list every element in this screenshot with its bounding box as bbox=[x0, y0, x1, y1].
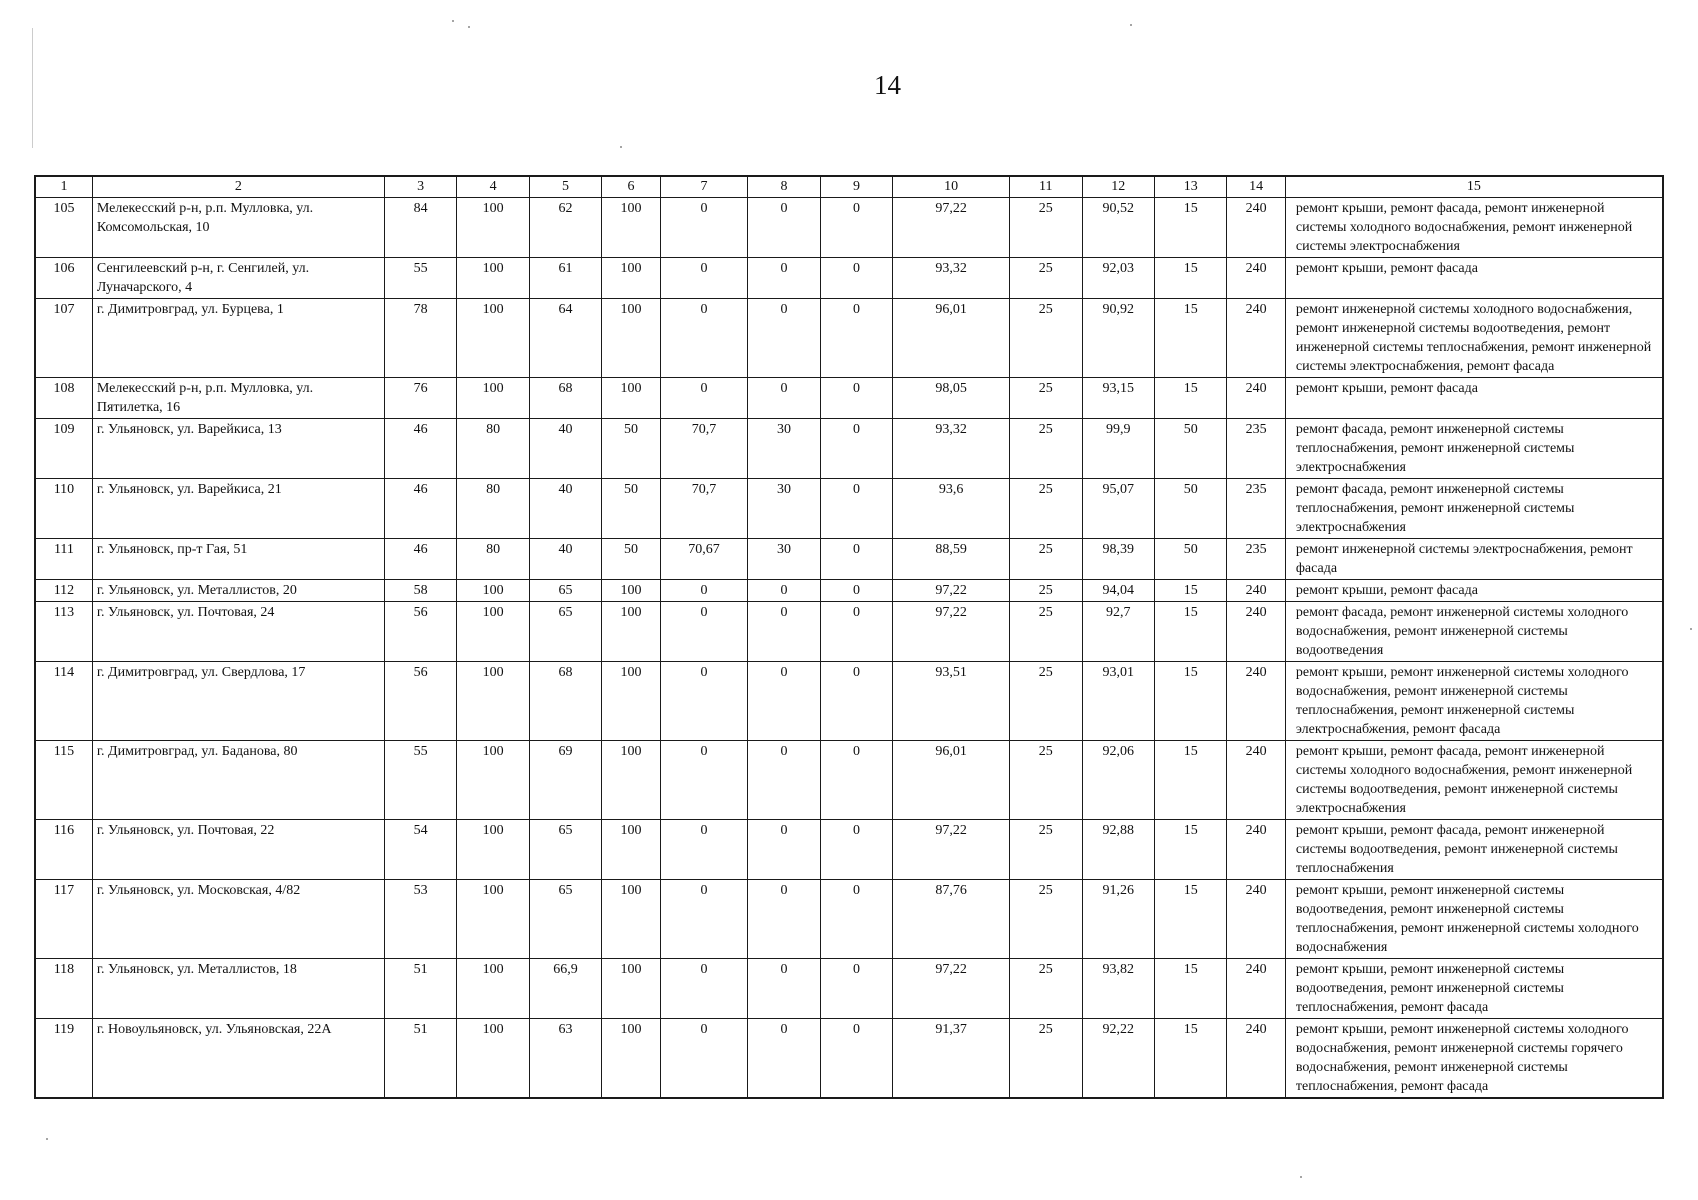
work-types-cell: ремонт крыши, ремонт инженерной системы водоотведения, ремонт инженерной системы теплоснабжения, ремонт инженерной системы холодного водоснабжения bbox=[1285, 880, 1663, 959]
value-cell-col-7: 0 bbox=[660, 959, 748, 1019]
value-cell-col-3: 78 bbox=[384, 299, 456, 378]
value-cell-col-12: 94,04 bbox=[1082, 580, 1154, 602]
table-row bbox=[35, 419, 1663, 479]
value-cell-col-12: 92,06 bbox=[1082, 741, 1154, 820]
table-row bbox=[35, 1019, 1663, 1099]
scan-speck bbox=[46, 1138, 48, 1140]
table-row bbox=[35, 741, 1663, 820]
value-cell-col-10: 93,6 bbox=[893, 479, 1010, 539]
value-cell-col-5: 65 bbox=[529, 880, 601, 959]
value-cell-col-9: 0 bbox=[820, 880, 892, 959]
value-cell-col-3: 51 bbox=[384, 1019, 456, 1099]
value-cell-col-13: 15 bbox=[1154, 258, 1226, 299]
column-header-6: 6 bbox=[602, 176, 660, 198]
row-number-cell: 116 bbox=[35, 820, 92, 880]
value-cell-col-8: 0 bbox=[748, 880, 820, 959]
address-cell: Сенгилеевский р-н, г. Сенгилей, ул. Луначарского, 4 bbox=[92, 258, 384, 299]
value-cell-col-3: 84 bbox=[384, 198, 456, 258]
row-number-cell: 110 bbox=[35, 479, 92, 539]
value-cell-col-12: 93,15 bbox=[1082, 378, 1154, 419]
value-cell-col-11: 25 bbox=[1010, 378, 1082, 419]
value-cell-col-7: 0 bbox=[660, 662, 748, 741]
value-cell-col-3: 58 bbox=[384, 580, 456, 602]
value-cell-col-4: 100 bbox=[457, 378, 529, 419]
value-cell-col-3: 46 bbox=[384, 479, 456, 539]
value-cell-col-14: 235 bbox=[1227, 479, 1285, 539]
row-number-cell: 118 bbox=[35, 959, 92, 1019]
value-cell-col-5: 65 bbox=[529, 580, 601, 602]
value-cell-col-9: 0 bbox=[820, 419, 892, 479]
value-cell-col-5: 65 bbox=[529, 602, 601, 662]
value-cell-col-13: 15 bbox=[1154, 959, 1226, 1019]
scan-speck bbox=[620, 146, 622, 148]
address-cell: г. Новоульяновск, ул. Ульяновская, 22А bbox=[92, 1019, 384, 1099]
table-row bbox=[35, 662, 1663, 741]
table-row bbox=[35, 880, 1663, 959]
value-cell-col-14: 240 bbox=[1227, 580, 1285, 602]
row-number-cell: 114 bbox=[35, 662, 92, 741]
table-row bbox=[35, 378, 1663, 419]
value-cell-col-11: 25 bbox=[1010, 419, 1082, 479]
value-cell-col-3: 56 bbox=[384, 602, 456, 662]
address-cell: г. Ульяновск, ул. Почтовая, 24 bbox=[92, 602, 384, 662]
value-cell-col-3: 46 bbox=[384, 419, 456, 479]
value-cell-col-11: 25 bbox=[1010, 880, 1082, 959]
row-number-cell: 109 bbox=[35, 419, 92, 479]
value-cell-col-8: 0 bbox=[748, 662, 820, 741]
value-cell-col-10: 93,32 bbox=[893, 258, 1010, 299]
value-cell-col-5: 69 bbox=[529, 741, 601, 820]
value-cell-col-11: 25 bbox=[1010, 820, 1082, 880]
data-table bbox=[34, 175, 1664, 1099]
value-cell-col-13: 15 bbox=[1154, 741, 1226, 820]
value-cell-col-6: 100 bbox=[602, 580, 660, 602]
column-header-14: 14 bbox=[1227, 176, 1285, 198]
address-cell: г. Ульяновск, пр-т Гая, 51 bbox=[92, 539, 384, 580]
column-header-13: 13 bbox=[1154, 176, 1226, 198]
value-cell-col-6: 100 bbox=[602, 1019, 660, 1099]
table-row bbox=[35, 258, 1663, 299]
value-cell-col-10: 98,05 bbox=[893, 378, 1010, 419]
value-cell-col-12: 92,22 bbox=[1082, 1019, 1154, 1099]
value-cell-col-12: 93,82 bbox=[1082, 959, 1154, 1019]
value-cell-col-6: 100 bbox=[602, 378, 660, 419]
value-cell-col-14: 240 bbox=[1227, 880, 1285, 959]
value-cell-col-4: 100 bbox=[457, 580, 529, 602]
value-cell-col-12: 92,88 bbox=[1082, 820, 1154, 880]
value-cell-col-7: 0 bbox=[660, 299, 748, 378]
value-cell-col-7: 0 bbox=[660, 198, 748, 258]
work-types-cell: ремонт инженерной системы холодного водоснабжения, ремонт инженерной системы водоотведения, ремонт инженерной системы теплоснабжения, ремонт инженерной системы электроснабжения, ремонт фасада bbox=[1285, 299, 1663, 378]
value-cell-col-6: 50 bbox=[602, 419, 660, 479]
value-cell-col-4: 80 bbox=[457, 479, 529, 539]
value-cell-col-13: 15 bbox=[1154, 820, 1226, 880]
value-cell-col-4: 100 bbox=[457, 258, 529, 299]
value-cell-col-4: 80 bbox=[457, 539, 529, 580]
table-row bbox=[35, 479, 1663, 539]
value-cell-col-11: 25 bbox=[1010, 602, 1082, 662]
table-row bbox=[35, 299, 1663, 378]
table-row bbox=[35, 539, 1663, 580]
table-header bbox=[35, 176, 1663, 198]
column-header-2: 2 bbox=[92, 176, 384, 198]
value-cell-col-3: 76 bbox=[384, 378, 456, 419]
value-cell-col-5: 40 bbox=[529, 479, 601, 539]
address-cell: г. Димитровград, ул. Бурцева, 1 bbox=[92, 299, 384, 378]
value-cell-col-7: 0 bbox=[660, 741, 748, 820]
value-cell-col-3: 55 bbox=[384, 258, 456, 299]
value-cell-col-6: 100 bbox=[602, 959, 660, 1019]
value-cell-col-12: 92,03 bbox=[1082, 258, 1154, 299]
table-row bbox=[35, 580, 1663, 602]
table-row bbox=[35, 602, 1663, 662]
value-cell-col-13: 15 bbox=[1154, 378, 1226, 419]
value-cell-col-7: 0 bbox=[660, 378, 748, 419]
value-cell-col-7: 0 bbox=[660, 1019, 748, 1099]
value-cell-col-8: 0 bbox=[748, 378, 820, 419]
value-cell-col-8: 30 bbox=[748, 419, 820, 479]
value-cell-col-6: 100 bbox=[602, 258, 660, 299]
column-header-7: 7 bbox=[660, 176, 748, 198]
column-header-15: 15 bbox=[1285, 176, 1663, 198]
value-cell-col-5: 65 bbox=[529, 820, 601, 880]
value-cell-col-3: 54 bbox=[384, 820, 456, 880]
value-cell-col-7: 0 bbox=[660, 880, 748, 959]
value-cell-col-10: 97,22 bbox=[893, 820, 1010, 880]
column-header-4: 4 bbox=[457, 176, 529, 198]
row-number-cell: 113 bbox=[35, 602, 92, 662]
value-cell-col-4: 100 bbox=[457, 602, 529, 662]
column-header-12: 12 bbox=[1082, 176, 1154, 198]
value-cell-col-13: 15 bbox=[1154, 602, 1226, 662]
value-cell-col-10: 97,22 bbox=[893, 959, 1010, 1019]
value-cell-col-4: 100 bbox=[457, 1019, 529, 1099]
value-cell-col-9: 0 bbox=[820, 580, 892, 602]
value-cell-col-9: 0 bbox=[820, 741, 892, 820]
value-cell-col-13: 50 bbox=[1154, 539, 1226, 580]
value-cell-col-7: 0 bbox=[660, 820, 748, 880]
work-types-cell: ремонт инженерной системы электроснабжения, ремонт фасада bbox=[1285, 539, 1663, 580]
value-cell-col-14: 240 bbox=[1227, 378, 1285, 419]
work-types-cell: ремонт крыши, ремонт фасада, ремонт инженерной системы водоотведения, ремонт инженерной системы теплоснабжения bbox=[1285, 820, 1663, 880]
value-cell-col-10: 96,01 bbox=[893, 741, 1010, 820]
value-cell-col-14: 240 bbox=[1227, 198, 1285, 258]
work-types-cell: ремонт крыши, ремонт фасада, ремонт инженерной системы холодного водоснабжения, ремонт инженерной системы электроснабжения bbox=[1285, 198, 1663, 258]
value-cell-col-13: 50 bbox=[1154, 419, 1226, 479]
work-types-cell: ремонт фасада, ремонт инженерной системы теплоснабжения, ремонт инженерной системы электроснабжения bbox=[1285, 419, 1663, 479]
table-row bbox=[35, 959, 1663, 1019]
value-cell-col-5: 40 bbox=[529, 539, 601, 580]
value-cell-col-9: 0 bbox=[820, 198, 892, 258]
value-cell-col-10: 97,22 bbox=[893, 580, 1010, 602]
value-cell-col-11: 25 bbox=[1010, 258, 1082, 299]
header-row bbox=[35, 176, 1663, 198]
value-cell-col-5: 40 bbox=[529, 419, 601, 479]
value-cell-col-7: 70,67 bbox=[660, 539, 748, 580]
address-cell: г. Ульяновск, ул. Варейкиса, 13 bbox=[92, 419, 384, 479]
row-number-cell: 115 bbox=[35, 741, 92, 820]
column-header-3: 3 bbox=[384, 176, 456, 198]
value-cell-col-11: 25 bbox=[1010, 741, 1082, 820]
value-cell-col-6: 100 bbox=[602, 741, 660, 820]
value-cell-col-12: 93,01 bbox=[1082, 662, 1154, 741]
column-header-9: 9 bbox=[820, 176, 892, 198]
value-cell-col-7: 70,7 bbox=[660, 419, 748, 479]
column-header-1: 1 bbox=[35, 176, 92, 198]
work-types-cell: ремонт фасада, ремонт инженерной системы теплоснабжения, ремонт инженерной системы электроснабжения bbox=[1285, 479, 1663, 539]
scan-speck bbox=[468, 26, 470, 28]
value-cell-col-14: 240 bbox=[1227, 959, 1285, 1019]
value-cell-col-9: 0 bbox=[820, 378, 892, 419]
value-cell-col-8: 0 bbox=[748, 820, 820, 880]
value-cell-col-6: 50 bbox=[602, 479, 660, 539]
value-cell-col-9: 0 bbox=[820, 959, 892, 1019]
table-row bbox=[35, 820, 1663, 880]
value-cell-col-10: 93,51 bbox=[893, 662, 1010, 741]
row-number-cell: 106 bbox=[35, 258, 92, 299]
value-cell-col-9: 0 bbox=[820, 662, 892, 741]
address-cell: Мелекесский р-н, р.п. Мулловка, ул. Пятилетка, 16 bbox=[92, 378, 384, 419]
value-cell-col-13: 15 bbox=[1154, 198, 1226, 258]
value-cell-col-12: 91,26 bbox=[1082, 880, 1154, 959]
work-types-cell: ремонт крыши, ремонт фасада bbox=[1285, 378, 1663, 419]
value-cell-col-8: 0 bbox=[748, 741, 820, 820]
value-cell-col-8: 0 bbox=[748, 258, 820, 299]
value-cell-col-12: 90,52 bbox=[1082, 198, 1154, 258]
address-cell: г. Ульяновск, ул. Почтовая, 22 bbox=[92, 820, 384, 880]
value-cell-col-13: 15 bbox=[1154, 580, 1226, 602]
table-row bbox=[35, 198, 1663, 258]
row-number-cell: 108 bbox=[35, 378, 92, 419]
value-cell-col-12: 92,7 bbox=[1082, 602, 1154, 662]
value-cell-col-14: 235 bbox=[1227, 539, 1285, 580]
value-cell-col-14: 240 bbox=[1227, 741, 1285, 820]
address-cell: г. Ульяновск, ул. Металлистов, 18 bbox=[92, 959, 384, 1019]
value-cell-col-10: 96,01 bbox=[893, 299, 1010, 378]
column-header-8: 8 bbox=[748, 176, 820, 198]
address-cell: Мелекесский р-н, р.п. Мулловка, ул. Комсомольская, 10 bbox=[92, 198, 384, 258]
value-cell-col-5: 64 bbox=[529, 299, 601, 378]
value-cell-col-9: 0 bbox=[820, 1019, 892, 1099]
value-cell-col-10: 87,76 bbox=[893, 880, 1010, 959]
address-cell: г. Ульяновск, ул. Варейкиса, 21 bbox=[92, 479, 384, 539]
address-cell: г. Ульяновск, ул. Московская, 4/82 bbox=[92, 880, 384, 959]
value-cell-col-6: 100 bbox=[602, 880, 660, 959]
value-cell-col-13: 15 bbox=[1154, 880, 1226, 959]
value-cell-col-9: 0 bbox=[820, 602, 892, 662]
value-cell-col-9: 0 bbox=[820, 258, 892, 299]
value-cell-col-10: 88,59 bbox=[893, 539, 1010, 580]
column-header-10: 10 bbox=[893, 176, 1010, 198]
value-cell-col-11: 25 bbox=[1010, 580, 1082, 602]
value-cell-col-8: 0 bbox=[748, 580, 820, 602]
scan-speck bbox=[1130, 24, 1132, 26]
value-cell-col-13: 15 bbox=[1154, 662, 1226, 741]
value-cell-col-12: 99,9 bbox=[1082, 419, 1154, 479]
address-cell: г. Димитровград, ул. Свердлова, 17 bbox=[92, 662, 384, 741]
value-cell-col-13: 50 bbox=[1154, 479, 1226, 539]
value-cell-col-7: 70,7 bbox=[660, 479, 748, 539]
value-cell-col-11: 25 bbox=[1010, 662, 1082, 741]
value-cell-col-9: 0 bbox=[820, 820, 892, 880]
value-cell-col-12: 95,07 bbox=[1082, 479, 1154, 539]
row-number-cell: 107 bbox=[35, 299, 92, 378]
value-cell-col-14: 240 bbox=[1227, 602, 1285, 662]
value-cell-col-8: 0 bbox=[748, 198, 820, 258]
value-cell-col-11: 25 bbox=[1010, 539, 1082, 580]
value-cell-col-4: 100 bbox=[457, 299, 529, 378]
value-cell-col-11: 25 bbox=[1010, 1019, 1082, 1099]
row-number-cell: 105 bbox=[35, 198, 92, 258]
value-cell-col-10: 97,22 bbox=[893, 198, 1010, 258]
value-cell-col-6: 100 bbox=[602, 198, 660, 258]
column-header-11: 11 bbox=[1010, 176, 1082, 198]
value-cell-col-5: 61 bbox=[529, 258, 601, 299]
value-cell-col-10: 93,32 bbox=[893, 419, 1010, 479]
address-cell: г. Ульяновск, ул. Металлистов, 20 bbox=[92, 580, 384, 602]
value-cell-col-3: 56 bbox=[384, 662, 456, 741]
value-cell-col-3: 46 bbox=[384, 539, 456, 580]
value-cell-col-9: 0 bbox=[820, 539, 892, 580]
value-cell-col-8: 0 bbox=[748, 299, 820, 378]
address-cell: г. Димитровград, ул. Баданова, 80 bbox=[92, 741, 384, 820]
value-cell-col-3: 51 bbox=[384, 959, 456, 1019]
value-cell-col-14: 240 bbox=[1227, 258, 1285, 299]
value-cell-col-5: 63 bbox=[529, 1019, 601, 1099]
column-header-5: 5 bbox=[529, 176, 601, 198]
page-number: 14 bbox=[874, 70, 901, 100]
value-cell-col-5: 62 bbox=[529, 198, 601, 258]
value-cell-col-7: 0 bbox=[660, 580, 748, 602]
value-cell-col-7: 0 bbox=[660, 602, 748, 662]
value-cell-col-5: 68 bbox=[529, 378, 601, 419]
row-number-cell: 111 bbox=[35, 539, 92, 580]
value-cell-col-6: 50 bbox=[602, 539, 660, 580]
value-cell-col-4: 100 bbox=[457, 820, 529, 880]
value-cell-col-4: 100 bbox=[457, 662, 529, 741]
value-cell-col-14: 240 bbox=[1227, 820, 1285, 880]
value-cell-col-6: 100 bbox=[602, 299, 660, 378]
value-cell-col-11: 25 bbox=[1010, 959, 1082, 1019]
value-cell-col-9: 0 bbox=[820, 299, 892, 378]
work-types-cell: ремонт крыши, ремонт инженерной системы водоотведения, ремонт инженерной системы теплоснабжения, ремонт фасада bbox=[1285, 959, 1663, 1019]
scan-speck bbox=[1300, 1176, 1302, 1178]
value-cell-col-3: 55 bbox=[384, 741, 456, 820]
value-cell-col-6: 100 bbox=[602, 602, 660, 662]
value-cell-col-9: 0 bbox=[820, 479, 892, 539]
work-types-cell: ремонт крыши, ремонт инженерной системы холодного водоснабжения, ремонт инженерной системы теплоснабжения, ремонт инженерной системы электроснабжения, ремонт фасада bbox=[1285, 662, 1663, 741]
value-cell-col-8: 0 bbox=[748, 1019, 820, 1099]
value-cell-col-14: 240 bbox=[1227, 662, 1285, 741]
work-types-cell: ремонт крыши, ремонт фасада bbox=[1285, 580, 1663, 602]
value-cell-col-8: 30 bbox=[748, 479, 820, 539]
value-cell-col-6: 100 bbox=[602, 662, 660, 741]
value-cell-col-11: 25 bbox=[1010, 198, 1082, 258]
scan-speck bbox=[1690, 628, 1692, 630]
value-cell-col-13: 15 bbox=[1154, 1019, 1226, 1099]
value-cell-col-3: 53 bbox=[384, 880, 456, 959]
value-cell-col-8: 30 bbox=[748, 539, 820, 580]
value-cell-col-4: 100 bbox=[457, 880, 529, 959]
value-cell-col-6: 100 bbox=[602, 820, 660, 880]
value-cell-col-11: 25 bbox=[1010, 479, 1082, 539]
value-cell-col-8: 0 bbox=[748, 959, 820, 1019]
value-cell-col-4: 100 bbox=[457, 959, 529, 1019]
scan-speck bbox=[452, 20, 454, 22]
value-cell-col-10: 91,37 bbox=[893, 1019, 1010, 1099]
work-types-cell: ремонт крыши, ремонт инженерной системы холодного водоснабжения, ремонт инженерной системы горячего водоснабжения, ремонт инженерной системы теплоснабжения, ремонт фасада bbox=[1285, 1019, 1663, 1099]
value-cell-col-11: 25 bbox=[1010, 299, 1082, 378]
value-cell-col-5: 68 bbox=[529, 662, 601, 741]
value-cell-col-8: 0 bbox=[748, 602, 820, 662]
value-cell-col-4: 100 bbox=[457, 741, 529, 820]
work-types-cell: ремонт крыши, ремонт фасада, ремонт инженерной системы холодного водоснабжения, ремонт инженерной системы водоотведения, ремонт инженерной системы электроснабжения bbox=[1285, 741, 1663, 820]
row-number-cell: 112 bbox=[35, 580, 92, 602]
value-cell-col-5: 66,9 bbox=[529, 959, 601, 1019]
table-body bbox=[35, 198, 1663, 1099]
value-cell-col-14: 235 bbox=[1227, 419, 1285, 479]
row-number-cell: 117 bbox=[35, 880, 92, 959]
value-cell-col-12: 98,39 bbox=[1082, 539, 1154, 580]
value-cell-col-4: 100 bbox=[457, 198, 529, 258]
work-types-cell: ремонт крыши, ремонт фасада bbox=[1285, 258, 1663, 299]
value-cell-col-14: 240 bbox=[1227, 299, 1285, 378]
value-cell-col-10: 97,22 bbox=[893, 602, 1010, 662]
value-cell-col-12: 90,92 bbox=[1082, 299, 1154, 378]
work-types-cell: ремонт фасада, ремонт инженерной системы холодного водоснабжения, ремонт инженерной системы водоотведения bbox=[1285, 602, 1663, 662]
row-number-cell: 119 bbox=[35, 1019, 92, 1099]
value-cell-col-13: 15 bbox=[1154, 299, 1226, 378]
value-cell-col-7: 0 bbox=[660, 258, 748, 299]
value-cell-col-4: 80 bbox=[457, 419, 529, 479]
value-cell-col-14: 240 bbox=[1227, 1019, 1285, 1099]
